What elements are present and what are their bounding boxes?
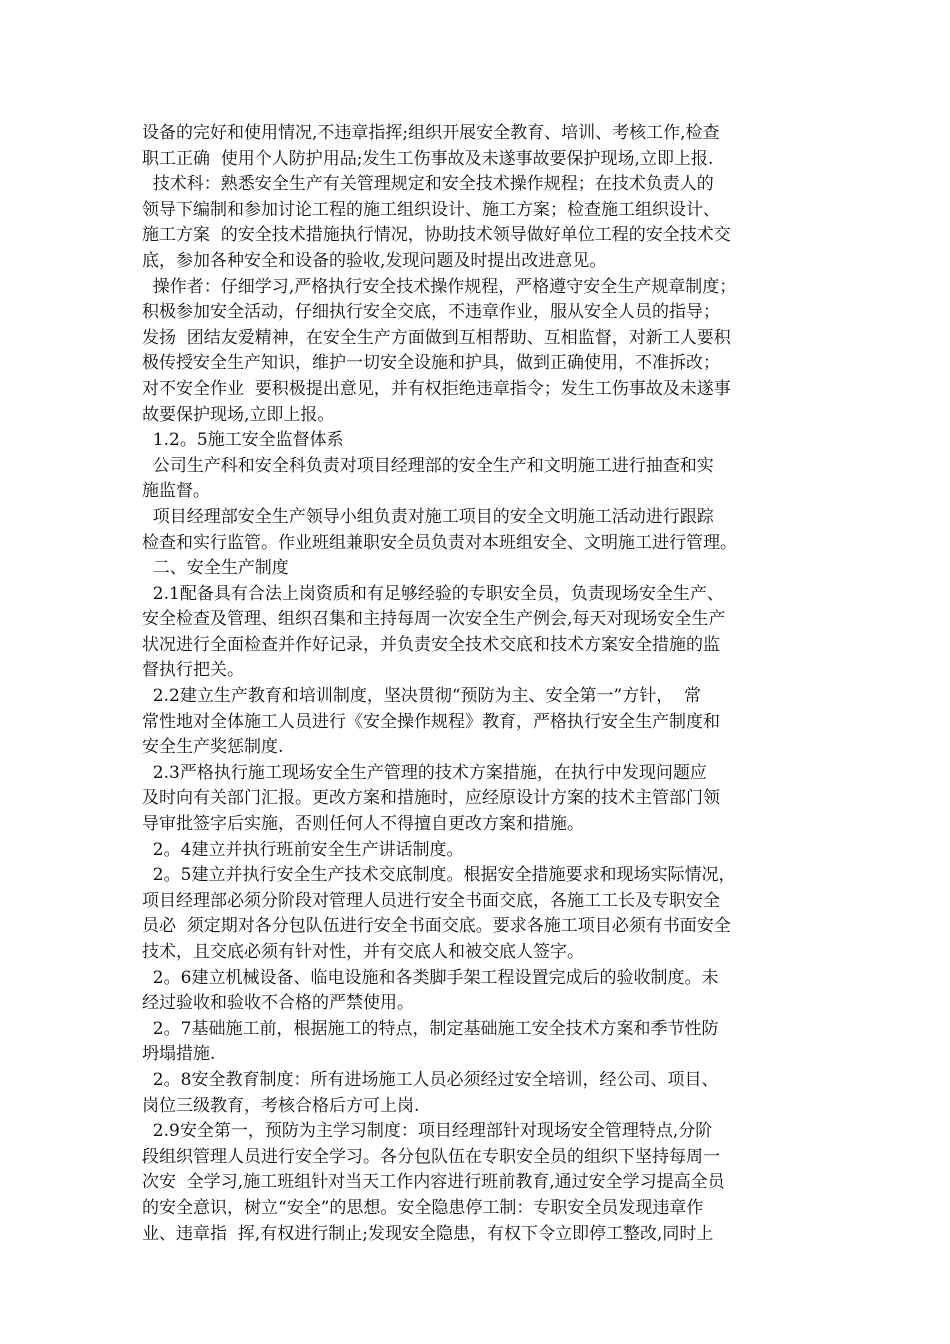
text-line: 检查和实行监管。作业班组兼职安全员负责对本班组安全、文明施工进行管理。	[142, 532, 737, 553]
text-line: 经过验收和验收不合格的严禁使用。	[142, 993, 414, 1014]
text-line: 技术科：熟悉安全生产有关管理规定和安全技术操作规程；在技术负责人的	[142, 174, 714, 195]
text-line: 员必 须定期对各分包队伍进行安全书面交底。要求各施工项目必须有书面安全	[142, 916, 731, 937]
text-line: 施监督。	[142, 481, 210, 502]
text-line: 技术，且交底必须有针对性，并有交底人和被交底人签字。	[142, 942, 584, 962]
text-line: 项目经理部安全生产领导小组负责对施工项目的安全文明施工活动进行跟踪	[142, 506, 714, 527]
text-line: 督执行把关。	[142, 660, 244, 681]
text-line: 2。5建立并执行安全生产技术交底制度。根据安全措施要求和现场实际情况，	[142, 865, 736, 886]
text-line: 坍塌措施.	[142, 1044, 216, 1065]
text-line: 导审批签字后实施，否则任何人不得擅自更改方案和措施。	[142, 814, 584, 835]
text-line: 故要保护现场,立即上报。	[142, 404, 335, 425]
text-line: 段组织管理人员进行安全学习。各分包队伍在专职安全员的组织下坚持每周一	[142, 1146, 720, 1167]
text-line: 2。4建立并执行班前安全生产讲话制度。	[142, 839, 464, 860]
text-line: 2.2建立生产教育和培训制度，坚决贯彻“预防为主、安全第一”方针， 常	[142, 686, 702, 707]
text-line: 设备的完好和使用情况,不违章指挥;组织开展安全教育、培训、考核工作,检查	[142, 123, 720, 143]
text-line: 公司生产科和安全科负责对项目经理部的安全生产和文明施工进行抽查和实	[142, 455, 714, 476]
text-line: 2。6建立机械设备、临电设施和各类脚手架工程设置完成后的验收制度。未	[142, 967, 719, 988]
text-line: 岗位三级教育，考核合格后方可上岗.	[142, 1095, 420, 1116]
text-line: 安全检查及管理、组织召集和主持每周一次安全生产例会,每天对现场安全生产	[142, 609, 726, 630]
text-line: 项目经理部必须分阶段对管理人员进行安全书面交底，各施工工长及专职安全	[142, 890, 720, 911]
text-line: 积极参加安全活动，仔细执行安全交底，不违章作业，服从安全人员的指导；	[142, 302, 720, 323]
text-line: 发扬 团结友爱精神，在安全生产方面做到互相帮助、互相监督，对新工人要积	[142, 327, 731, 348]
text-line: 2。8安全教育制度：所有进场施工人员必须经过安全培训，经公司、项目、	[142, 1069, 719, 1090]
text-line: 次安 全学习,施工班组针对当天工作内容进行班前教育,通过安全学习提高全员	[142, 1172, 725, 1193]
text-line: 施工方案 的安全技术措施执行情况，协助技术领导做好单位工程的安全技术交	[142, 225, 731, 246]
document-body	[142, 121, 814, 1247]
text-line: 常性地对全体施工人员进行《安全操作规程》教育，严格执行安全生产制度和	[142, 711, 720, 732]
text-line: 安全生产奖惩制度.	[142, 737, 284, 758]
text-line: 对不安全作业 要积极提出意见，并有权拒绝违章指令；发生工伤事故及未遂事	[142, 378, 731, 399]
text-line: 2。7基础施工前，根据施工的特点，制定基础施工安全技术方案和季节性防	[142, 1018, 719, 1039]
text-line: 1.2。5施工安全监督体系	[142, 430, 344, 451]
text-line: 2.9安全第一，预防为主学习制度：项目经理部针对现场安全管理特点,分阶	[142, 1121, 713, 1142]
text-line: 状况进行全面检查并作好记录，并负责安全技术交底和技术方案安全措施的监	[142, 634, 720, 655]
text-line: 操作者：仔细学习,严格执行安全技术操作规程，严格遵守安全生产规章制度；	[142, 276, 737, 297]
text-line: 极传授安全生产知识，维护一切安全设施和护具，做到正确使用，不准拆改；	[142, 353, 720, 374]
text-line: 2.3严格执行施工现场安全生产管理的技术方案措施，在执行中发现问题应	[142, 762, 707, 783]
text-line: 2.1配备具有合法上岗资质和有足够经验的专职安全员，负责现场安全生产、	[142, 583, 724, 604]
text-line: 领导下编制和参加讨论工程的施工组织设计、施工方案；检查施工组织设计、	[142, 199, 720, 220]
text-line: 职工正确 使用个人防护用品;发生工伤事故及未遂事故要保护现场,立即上报.	[142, 148, 714, 169]
text-line: 二、安全生产制度	[142, 558, 289, 579]
text-line: 的安全意识，树立“安全”的思想。安全隐患停工制：专职安全员发现违章作	[142, 1197, 704, 1218]
text-line: 及时向有关部门汇报。更改方案和措施时，应经原设计方案的技术主管部门领	[142, 788, 720, 809]
text-line: 业、违章指 挥,有权进行制止;发现安全隐患，有权下令立即停工整改,同时上	[142, 1223, 714, 1244]
text-line: 底，参加各种安全和设备的验收,发现问题及时提出改进意见。	[142, 250, 607, 271]
